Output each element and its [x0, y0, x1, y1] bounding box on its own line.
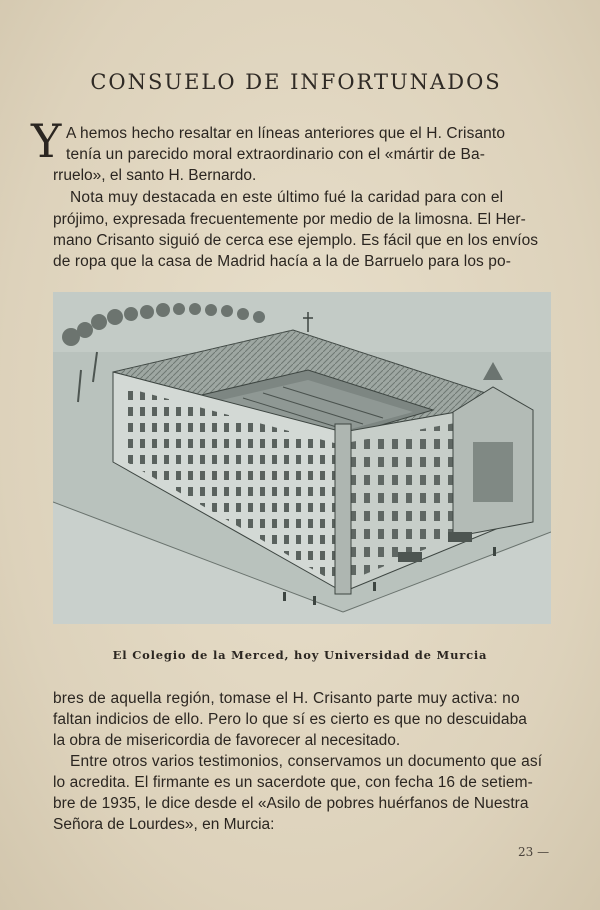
text-line: la obra de misericordia de favorecer al necesitado. [53, 732, 401, 749]
chapter-title: CONSUELO DE INFORTUNADOS [90, 70, 502, 94]
text-line: rruelo», el santo H. Bernardo. [53, 167, 257, 184]
text-line: Nota muy destacada en este último fué la caridad para con el [70, 189, 504, 206]
text-line: mano Crisanto siguió de cerca ese ejemplo. Es fácil que en los envíos [53, 232, 539, 249]
drop-cap: Y [31, 114, 62, 168]
text-line: bre de 1935, le dice desde el «Asilo de pobres huérfanos de Nuestra [53, 795, 529, 812]
text-line: bres de aquella región, tomase el H. Crisanto parte muy activa: no [53, 690, 520, 707]
building-photo [53, 292, 551, 624]
text-line: de ropa que la casa de Madrid hacía a la de Barruelo para los po- [53, 253, 512, 270]
text-line: prójimo, expresada frecuentemente por medio de la limosna. El Her- [53, 211, 526, 228]
figure-caption: El Colegio de la Merced, hoy Universidad de Murcia [112, 648, 488, 662]
text-line: Señora de Lourdes», en Murcia: [53, 816, 275, 833]
page-number: 23 — [518, 845, 550, 859]
building-illustration [53, 292, 551, 624]
text-line: A hemos hecho resaltar en líneas anteriores que el H. Crisanto [66, 125, 506, 142]
text-line: tenía un parecido moral extraordinario con el «mártir de Ba- [66, 146, 486, 163]
text-line: lo acredita. El firmante es un sacerdote que, con fecha 16 de setiem- [53, 774, 533, 791]
text-line: Entre otros varios testimonios, conservamos un documento que así [70, 753, 543, 770]
text-line: faltan indicios de ello. Pero lo que sí es cierto es que no descuidaba [53, 711, 528, 728]
